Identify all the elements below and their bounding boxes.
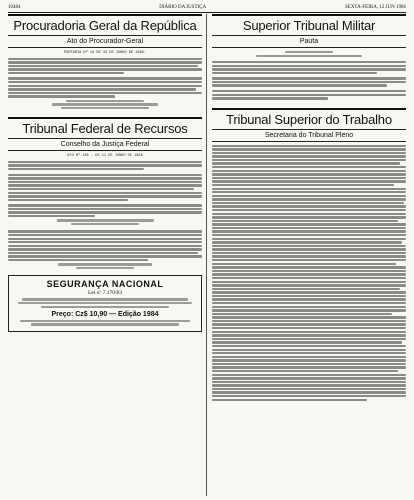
journal-name: DIÁRIO DA JUSTIÇA xyxy=(159,4,207,10)
portaria-heading: PORTARIA Nº 14 DE 10 DE JUNHO DE 1986. xyxy=(64,51,146,55)
procuradoria-body-text xyxy=(8,58,202,98)
stm-title: Superior Tribunal Militar xyxy=(242,18,376,33)
ad-title: SEGURANÇA NACIONAL xyxy=(46,279,164,290)
section-rule xyxy=(8,14,202,16)
seguranca-nacional-ad xyxy=(8,275,202,332)
tst-body-text xyxy=(212,145,406,401)
right-column xyxy=(212,14,406,496)
ad-price: Preço: Cz$ 10,90 — Edição 1984 xyxy=(51,310,159,318)
tfr-title: Tribunal Federal de Recursos xyxy=(22,121,188,137)
issue-date: SEXTA-FEIRA, 12 JUN 1986 xyxy=(344,4,406,10)
tfr-subtitle: Conselho da Justiça Federal xyxy=(8,138,202,151)
ad-description xyxy=(13,298,197,308)
tfr-section xyxy=(8,117,202,269)
section-rule xyxy=(212,14,406,16)
left-column xyxy=(8,14,202,496)
ato-heading: ATO Nº 185 - DE 11 DE JUNHO DE 1986 xyxy=(67,154,143,159)
ad-law: Lei nº 7.170/83 xyxy=(88,290,122,297)
procuradoria-section xyxy=(8,14,202,109)
stm-heading-lines xyxy=(212,51,406,57)
tfr-body-text xyxy=(8,161,202,217)
tst-subtitle: Secretaria do Tribunal Pleno xyxy=(212,129,406,142)
tfr-body-text-2 xyxy=(8,227,202,261)
stm-subtitle: Pauta xyxy=(212,35,406,48)
section-rule xyxy=(212,108,406,110)
running-header xyxy=(8,3,406,13)
page-number: 10484 xyxy=(8,4,21,10)
tfr-signature-1 xyxy=(8,219,202,225)
stm-body-text xyxy=(212,59,406,100)
tst-title: Tribunal Superior do Trabalho xyxy=(226,111,392,127)
column-divider xyxy=(206,14,207,496)
procuradoria-title: Procuradoria Geral da República xyxy=(13,18,197,33)
procuradoria-signature xyxy=(8,100,202,110)
procuradoria-subtitle: Ato do Procurador-Geral xyxy=(8,35,202,48)
stm-section xyxy=(212,14,406,100)
section-rule xyxy=(8,117,202,119)
ad-footer-text xyxy=(13,320,197,326)
tfr-signature-2 xyxy=(8,263,202,269)
tst-section xyxy=(212,108,406,401)
